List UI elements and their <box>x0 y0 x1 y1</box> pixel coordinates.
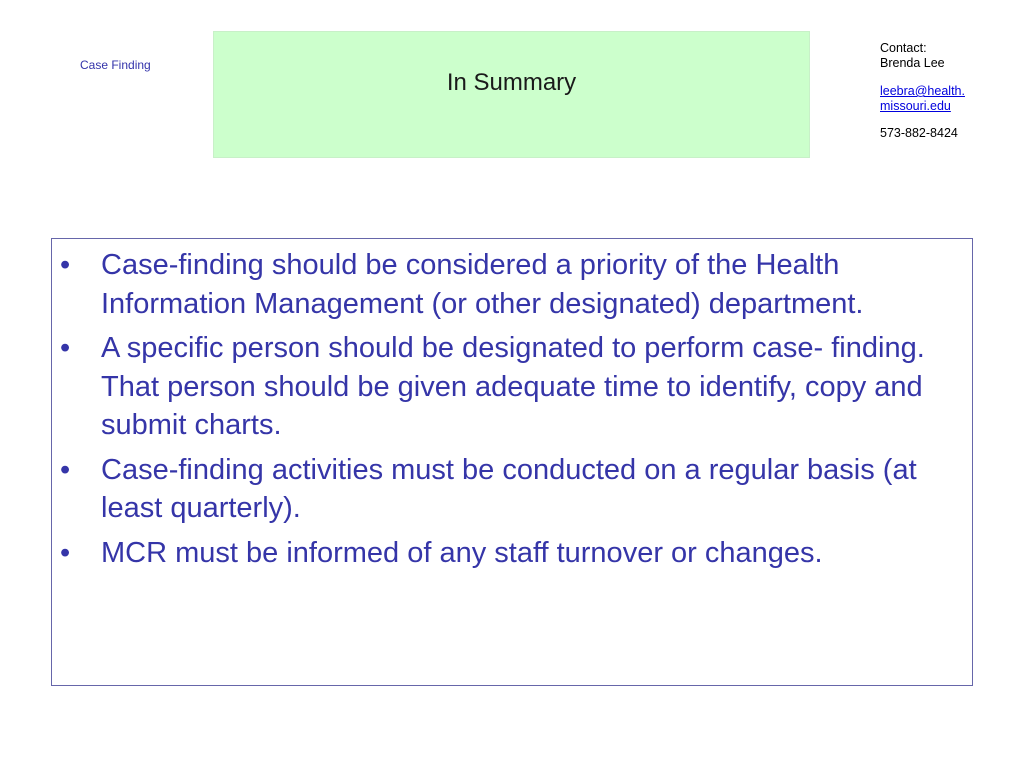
bullet-item <box>60 246 960 323</box>
bullet-marker: • <box>60 536 71 569</box>
contact-phone: 573-882-8424 <box>880 126 958 140</box>
bullet-text: A specific person should be designated to perform case- finding. That person should be given adequate time to identify, copy and submit charts. <box>101 332 925 441</box>
contact-block <box>880 41 1010 141</box>
bullet-marker: • <box>60 332 71 364</box>
contact-name: Brenda Lee <box>880 56 945 70</box>
slide-title: In Summary <box>446 69 577 96</box>
contact-label: Contact: <box>880 41 927 55</box>
bullet-list <box>60 246 960 578</box>
bullet-marker: • <box>60 453 71 486</box>
bullet-item <box>60 534 960 573</box>
title-box <box>213 31 810 158</box>
bullet-item <box>60 451 960 528</box>
section-label: Case Finding <box>80 58 151 72</box>
bullet-item <box>60 329 960 445</box>
bullet-text: Case-finding activities must be conducted on a regular basis (at least quarterly). <box>101 453 917 524</box>
contact-email-line-1: leebra@health. <box>880 84 965 98</box>
bullet-text: MCR must be informed of any staff turnover or changes. <box>101 536 823 569</box>
bullet-text: Case-finding should be considered a priority of the Health Information Management (or other designated) department. <box>101 249 864 320</box>
bullet-marker: • <box>60 249 71 281</box>
content-box <box>51 238 973 686</box>
contact-email-link[interactable] <box>880 84 1010 114</box>
contact-email-line-2: missouri.edu <box>880 99 951 113</box>
